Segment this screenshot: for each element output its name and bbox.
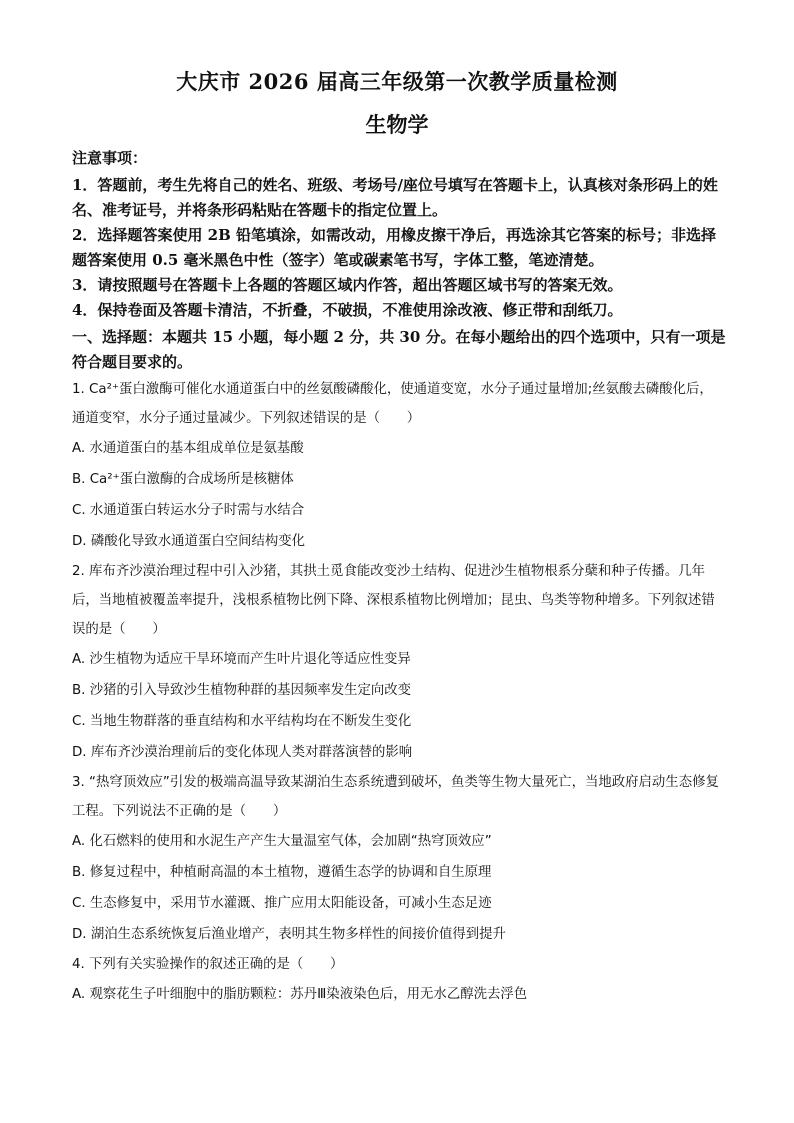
- question-option: C. 生态修复中，采用节水灌溉、推广应用太阳能设备，可减小生态足迹: [72, 896, 492, 911]
- question-stem: 1. Ca²⁺蛋白激酶可催化水通道蛋白中的丝氨酸磷酸化，使通道变宽，水分子通过量增加;丝氨酸去磷酸化后，通道变窄，水分子通过量减少。下列叙述错误的是（ ）: [72, 382, 713, 426]
- question-4: [72, 950, 726, 1010]
- notice-item: 3．请按照题号在答题卡上各题的答题区域内作答，超出答题区域书写的答案无效。: [72, 276, 623, 294]
- question-3: [72, 768, 726, 950]
- question-option: D. 磷酸化导致水通道蛋白空间结构变化: [72, 534, 306, 549]
- question-stem: 3. “热穹顶效应”引发的极端高温导致某湖泊生态系统遭到破坏，鱼类等生物大量死亡，当地政府启动生态修复工程。下列说法不正确的是（ ）: [72, 775, 719, 819]
- notice-item: 2．选择题答案使用 2B 铅笔填涂，如需改动，用橡皮擦干净后，再选涂其它答案的标号；非选择题答案使用 0.5 毫米黑色中性（签字）笔或碳素笔书写，字体工整，笔迹清楚。: [72, 226, 717, 269]
- notice-heading: 注意事项：: [72, 149, 148, 167]
- question-2: [72, 557, 726, 768]
- question-1: [72, 375, 726, 557]
- question-option: B. Ca²⁺蛋白激酶的合成场所是核糖体: [72, 472, 294, 487]
- question-option: B. 沙猪的引入导致沙生植物种群的基因频率发生定向改变: [72, 683, 412, 698]
- question-option: B. 修复过程中，种植耐高温的本土植物，遵循生态学的协调和自生原理: [72, 865, 492, 880]
- question-option: A. 水通道蛋白的基本组成单位是氨基酸: [72, 441, 304, 456]
- question-option: C. 水通道蛋白转运水分子时需与水结合: [72, 503, 305, 518]
- question-option: A. 沙生植物为适应干旱环境而产生叶片退化等适应性变异: [72, 652, 411, 667]
- exam-title: 大庆市 2026 届高三年级第一次教学质量检测: [176, 69, 618, 94]
- question-option: C. 当地生物群落的垂直结构和水平结构均在不断发生变化: [72, 714, 412, 729]
- exam-content: [72, 146, 726, 1010]
- question-stem: 4. 下列有关实验操作的叙述正确的是（ ）: [72, 957, 344, 972]
- question-option: D. 湖泊生态系统恢复后渔业增产，表明其生物多样性的间接价值得到提升: [72, 927, 506, 942]
- question-option: A. 观察花生子叶细胞中的脂肪颗粒：苏丹Ⅲ染液染色后，用无水乙醇洗去浮色: [72, 987, 528, 1002]
- section-heading: 一、选择题：本题共 15 小题，每小题 2 分，共 30 分。在每小题给出的四个选项中，只有一项是符合题目要求的。: [72, 328, 726, 371]
- notice-item: 4．保持卷面及答题卡清洁，不折叠，不破损，不准使用涂改液、修正带和刮纸刀。: [72, 301, 623, 319]
- question-option: A. 化石燃料的使用和水泥生产产生大量温室气体，会加剧“热穹顶效应”: [72, 834, 492, 849]
- question-stem: 2. 库布齐沙漠治理过程中引入沙猪，其拱土觅食能改变沙土结构、促进沙生植物根系分蘖和种子传播。几年后，当地植被覆盖率提升，浅根系植物比例下降、深根系植物比例增加；昆虫、鸟类等物种增多。下列叙述错误的是（ ）: [72, 564, 715, 637]
- exam-subject: 生物学: [365, 112, 429, 137]
- notice-item: 1．答题前，考生先将自己的姓名、班级、考场号/座位号填写在答题卡上，认真核对条形码上的姓名、准考证号，并将条形码粘贴在答题卡的指定位置上。: [72, 176, 718, 219]
- question-option: D. 库布齐沙漠治理前后的变化体现人类对群落演替的影响: [72, 745, 413, 760]
